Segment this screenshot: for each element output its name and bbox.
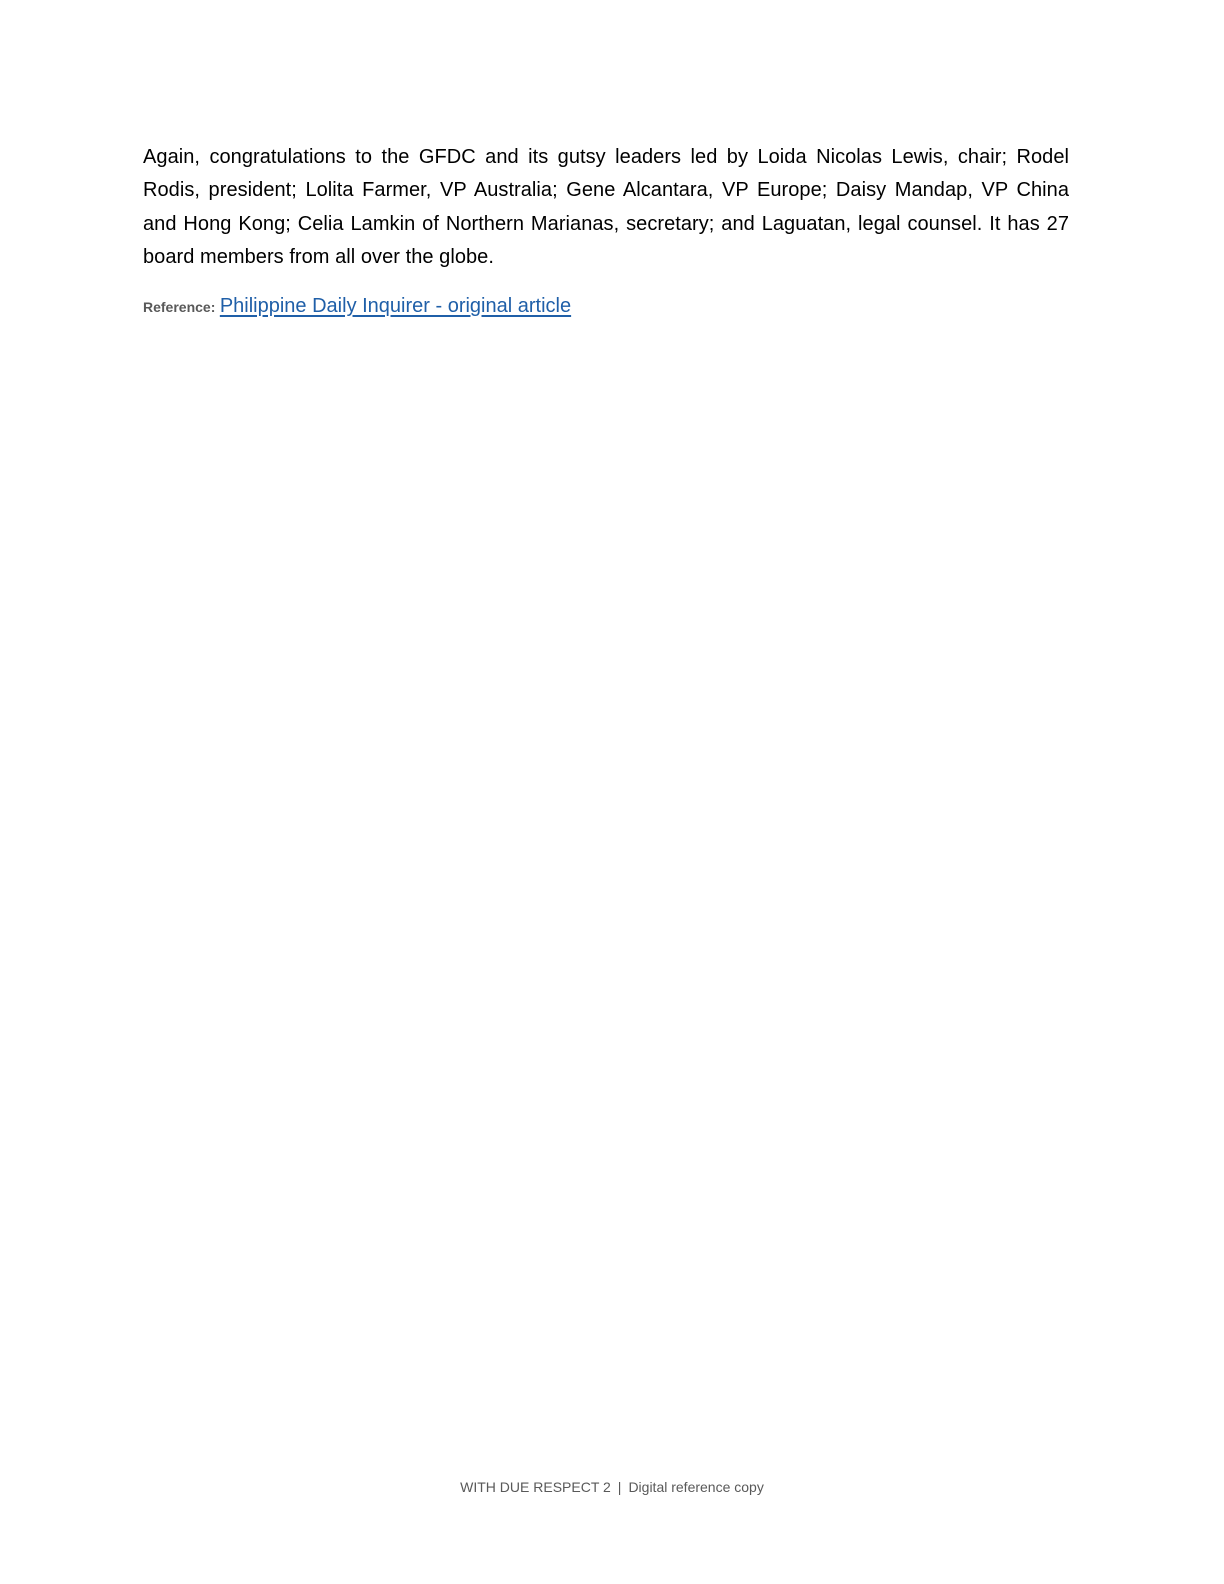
- footer-separator: |: [617, 1479, 622, 1495]
- reference-label: Reference:: [143, 299, 216, 315]
- reference-link[interactable]: Philippine Daily Inquirer - original article: [219, 295, 572, 317]
- page-footer: [0, 1479, 1224, 1495]
- footer-title: WITH DUE RESPECT 2: [460, 1479, 611, 1495]
- reference-line: [143, 295, 1069, 318]
- body-paragraph: Again, congratulations to the GFDC and its gutsy leaders led by Loida Nicolas Lewis, chair; Rodel Rodis, president; Lolita Farmer, VP Australia; Gene Alcantara, VP Europe; Daisy Mandap, VP China and Hong Kong; Celia Lamkin of Northern Marianas, secretary; and Laguatan, legal counsel. It has 27 board members from all over the globe.: [143, 146, 1069, 268]
- footer-note: Digital reference copy: [628, 1479, 764, 1495]
